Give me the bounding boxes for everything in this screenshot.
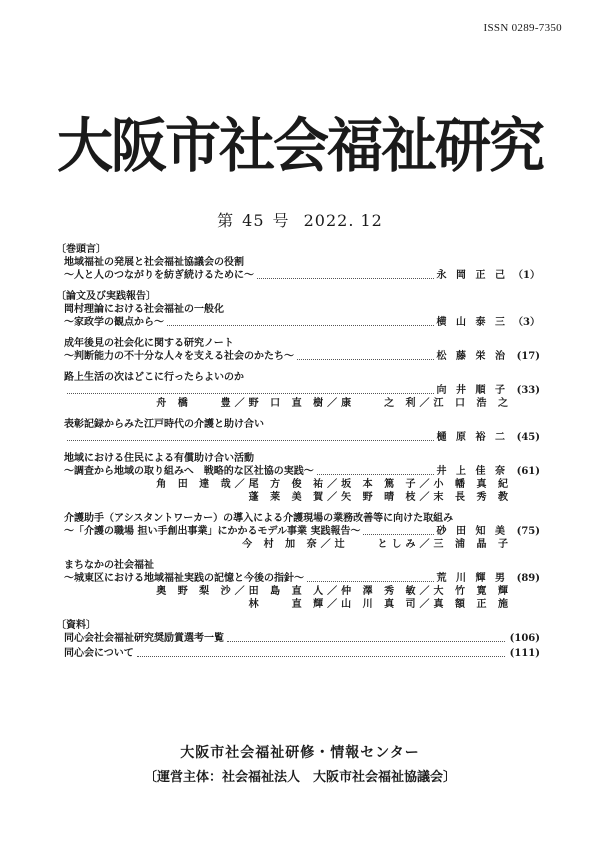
entry-subtitle: ～家政学の観点から～ [64,317,164,328]
entry-coauthors: 蓬 莱 美 賀／矢 野 晴 枝／末 長 秀 教 [248,492,512,503]
toc-entry [64,337,540,363]
entry-page: （3） [513,317,540,328]
entry-author: 樋 原 裕 二 [436,432,508,443]
entry-subtitle: ～判断能力の不十分な人々を支える社会のかたち～ [64,351,294,362]
entry-author: 永 岡 正 己 [436,270,508,281]
entry-line [64,525,540,538]
entry-coauthors: 奥 野 梨 沙／田 島 直 人／仲 澤 秀 敏／大 竹 寛 輝 [156,586,512,597]
entry-page: (75) [516,526,540,537]
section-heading: 〔資料〕 [56,620,96,631]
entry-line [64,269,540,282]
entry-page: (106) [509,633,540,644]
entry-line [64,350,540,363]
operator: 〔運営主体：社会福祉法人 大阪市社会福祉協議会〕 [143,770,456,785]
entry-coauthors: 舟 橋 豊／野 口 直 樹／康 之 利／江 口 浩 之 [156,398,512,409]
journal-title: 大阪市社会福祉研究 [57,111,543,181]
entry-page: (45) [516,432,540,443]
issue-date: 2022. 12 [303,211,383,230]
leader-dots [167,324,434,326]
entry-page: (89) [516,573,540,584]
entry-coauthors: 角 田 達 哉／尾 方 俊 祐／坂 本 篤 子／小 幡 真 紀 [156,479,512,490]
leader-dots [363,533,433,535]
toc-section [56,290,540,611]
entry-author: 井 上 佳 奈 [436,466,508,477]
section-heading: 〔論文及び実践報告〕 [56,291,156,302]
toc-entry [64,647,540,660]
entry-subtitle: ～「介護の職場 担い手創出事業」にかかるモデル事業 実践報告～ [64,526,361,537]
leader-dots [307,580,434,582]
entry-author: 砂 田 知 美 [436,526,508,537]
toc-entry [64,303,540,329]
entry-line [64,465,540,478]
entry-title: 路上生活の次はどこに行ったらよいのか [64,372,244,383]
leader-dots [257,277,434,279]
toc-section [56,619,540,660]
leader-dots [67,439,434,441]
entry-line [64,572,540,585]
toc-entry [64,371,540,410]
entry-title: 地域における住民による有償助け合い活動 [64,453,254,464]
entry-page: (111) [509,648,540,659]
entry-title: 地域福祉の発展と社会福祉協議会の役割 [64,257,244,268]
entry-title: 成年後見の社会化に関する研究ノート [64,338,234,349]
entry-subtitle: ～人と人のつながりを紡ぎ続けるために～ [64,270,254,281]
entry-page: (17) [516,351,540,362]
toc-entry [64,512,540,551]
entry-line [64,431,540,444]
entry-author: 荒 川 輝 男 [436,573,508,584]
issue-suffix: 号 [272,211,290,230]
entry-title: 介護助手（アシスタントワーカー）の導入による介護現場の業務改善等に向けた取組み [64,513,454,524]
toc-entry [64,452,540,504]
entry-author: 向 井 順 子 [436,385,508,396]
toc-entry [64,418,540,444]
issue-line [0,208,600,231]
table-of-contents [56,243,540,666]
entry-title: 表彰記録からみた江戸時代の介護と助け合い [64,419,264,430]
entry-coauthors: 林 直 輝／山 川 真 司／真 額 正 施 [248,599,512,610]
issue-number: 45 [242,211,265,230]
entry-title: 同心会について [64,648,134,659]
leader-dots [67,392,434,394]
entry-page: （1） [513,270,540,281]
entry-line [64,647,540,660]
toc-section [56,243,540,282]
entry-subtitle: ～城東区における地域福祉実践の記憶と今後の指針～ [64,573,304,584]
entry-line [64,384,540,397]
leader-dots [297,358,434,360]
entry-subtitle: ～調査から地域の取り組みへ 戦略的な区社協の実践～ [64,466,314,477]
entry-title: まちなかの社会福祉 [64,560,154,571]
entry-page: (61) [516,466,540,477]
toc-entry [64,559,540,611]
issn-number: ISSN 0289-7350 [483,22,562,34]
entry-author: 松 藤 栄 治 [436,351,508,362]
entry-line [64,316,540,329]
entry-page: (33) [516,385,540,396]
publisher: 大阪市社会福祉研修・情報センター [180,745,420,761]
entry-title: 同心会社会福祉研究奨励賞選考一覧 [64,633,224,644]
entry-author: 横 山 泰 三 [436,317,508,328]
section-heading: 〔巻頭言〕 [56,244,106,255]
toc-entry [64,632,540,645]
entry-line [64,632,540,645]
issue-prefix: 第 [217,211,235,230]
leader-dots [227,640,505,642]
toc-entry [64,256,540,282]
leader-dots [137,655,505,657]
entry-title: 岡村理論における社会福祉の一般化 [64,304,224,315]
leader-dots [317,473,434,475]
entry-coauthors: 今 村 加 奈／辻 としみ／三 浦 晶 子 [242,539,512,550]
